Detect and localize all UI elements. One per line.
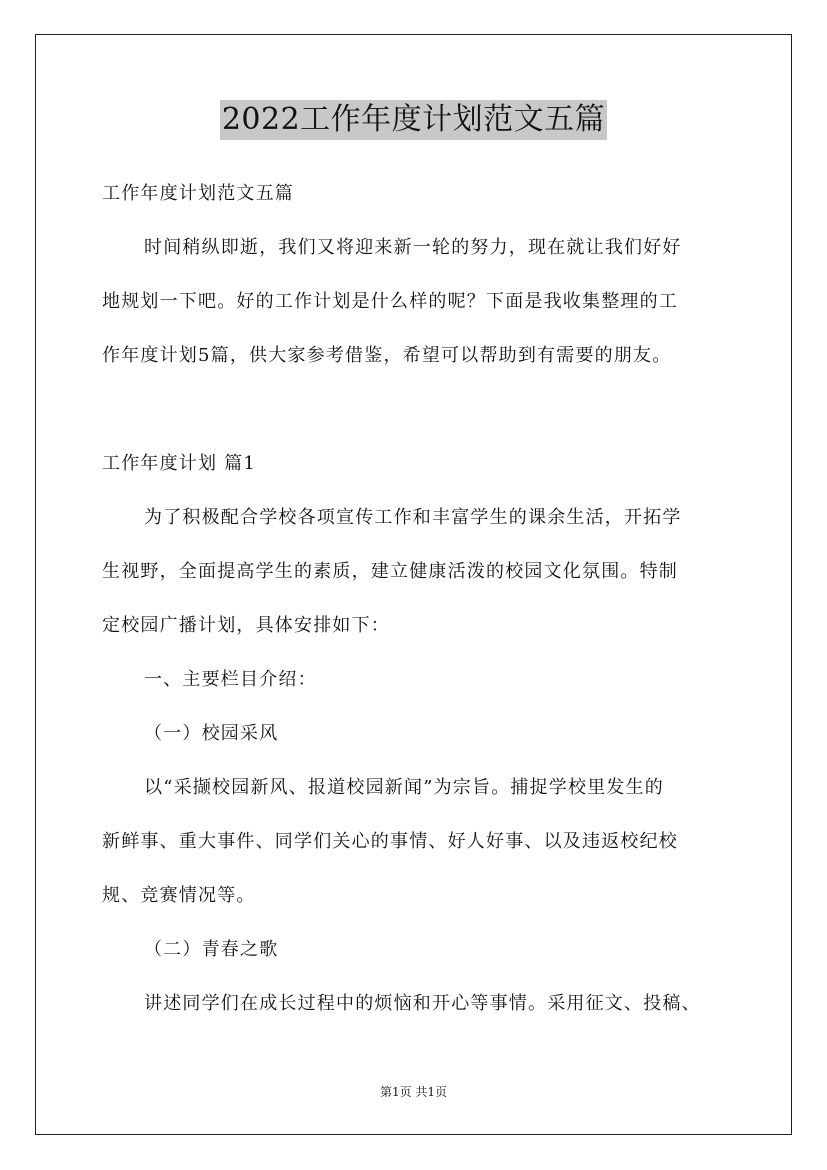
paragraph-line: 讲述同学们在成长过程中的烦恼和开心等事情。采用征文、投稿、 — [144, 993, 701, 1014]
subtitle: 工作年度计划范文五篇 — [102, 183, 294, 204]
paragraph-line: 以“采撷校园新风、报道校园新闻”为宗旨。捕捉学校里发生的 — [144, 777, 665, 798]
paragraph-line: 地规划一下吧。好的工作计划是什么样的呢？下面是我收集整理的工 — [102, 291, 678, 312]
paragraph-line: 生视野，全面提高学生的素质，建立健康活泼的校园文化氛围。特制 — [102, 561, 678, 582]
subsection-heading: （二）青春之歌 — [144, 939, 279, 960]
subsection-heading: （一）校园采风 — [144, 723, 279, 744]
paragraph-line: 为了积极配合学校各项宣传工作和丰富学生的课余生活，开拓学 — [144, 507, 682, 528]
title-container — [0, 100, 827, 140]
section-heading: 工作年度计划 篇1 — [102, 453, 256, 474]
document-title: 2022工作年度计划范文五篇 — [220, 100, 607, 140]
paragraph-line: 新鲜事、重大事件、同学们关心的事情、好人好事、以及违返校纪校 — [102, 831, 678, 852]
page-footer: 第1页 共1页 — [379, 1085, 448, 1099]
paragraph-line: 时间稍纵即逝，我们又将迎来新一轮的努力，现在就让我们好好 — [144, 237, 682, 258]
paragraph-line: 定校园广播计划，具体安排如下： — [102, 615, 390, 636]
list-heading: 一、主要栏目介绍： — [144, 669, 317, 690]
paragraph-line: 规、竞赛情况等。 — [102, 885, 256, 906]
paragraph-line: 作年度计划5篇，供大家参考借鉴，希望可以帮助到有需要的朋友。 — [102, 345, 672, 366]
